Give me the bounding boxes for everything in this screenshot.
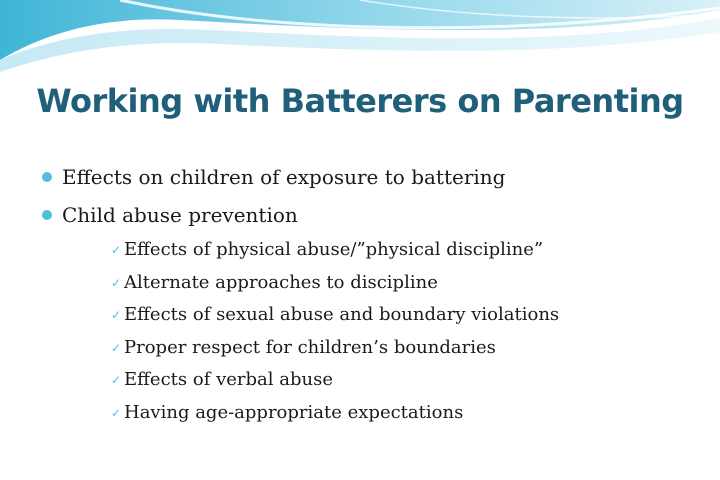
sub-bullet-item — [42, 299, 702, 332]
checkmark-icon: ✓ — [111, 373, 122, 387]
checkmark-icon: ✓ — [111, 243, 122, 257]
header-swoosh-decoration — [0, 0, 720, 90]
checkmark-icon: ✓ — [111, 308, 122, 322]
circle-bullet-icon — [42, 210, 52, 220]
sub-bullet-item — [42, 234, 702, 267]
sub-bullet-list — [42, 234, 702, 429]
bullet-list — [42, 158, 702, 429]
bullet-item — [42, 158, 702, 196]
sub-bullet-text: Alternate approaches to discipline — [124, 271, 438, 293]
circle-bullet-icon — [42, 172, 52, 182]
sub-bullet-text: Effects of physical abuse/”physical discipline” — [124, 239, 544, 260]
sub-bullet-text: Having age-appropriate expectations — [124, 401, 464, 423]
slide-title: Working with Batterers on Parenting — [36, 82, 684, 120]
sub-bullet-text: Effects of verbal abuse — [124, 369, 333, 390]
bullet-text: Child abuse prevention — [62, 203, 298, 227]
sub-bullet-item — [42, 267, 702, 300]
checkmark-icon: ✓ — [111, 275, 122, 290]
sub-bullet-item — [42, 397, 702, 430]
sub-bullet-text: Effects of sexual abuse and boundary violations — [124, 304, 560, 325]
checkmark-icon: ✓ — [111, 405, 122, 420]
checkmark-icon: ✓ — [111, 340, 122, 355]
sub-bullet-item — [42, 332, 702, 365]
sub-bullet-item — [42, 364, 702, 397]
bullet-item — [42, 196, 702, 234]
sub-bullet-text: Proper respect for children’s boundaries — [124, 336, 496, 358]
bullet-text: Effects on children of exposure to battering — [62, 165, 506, 189]
